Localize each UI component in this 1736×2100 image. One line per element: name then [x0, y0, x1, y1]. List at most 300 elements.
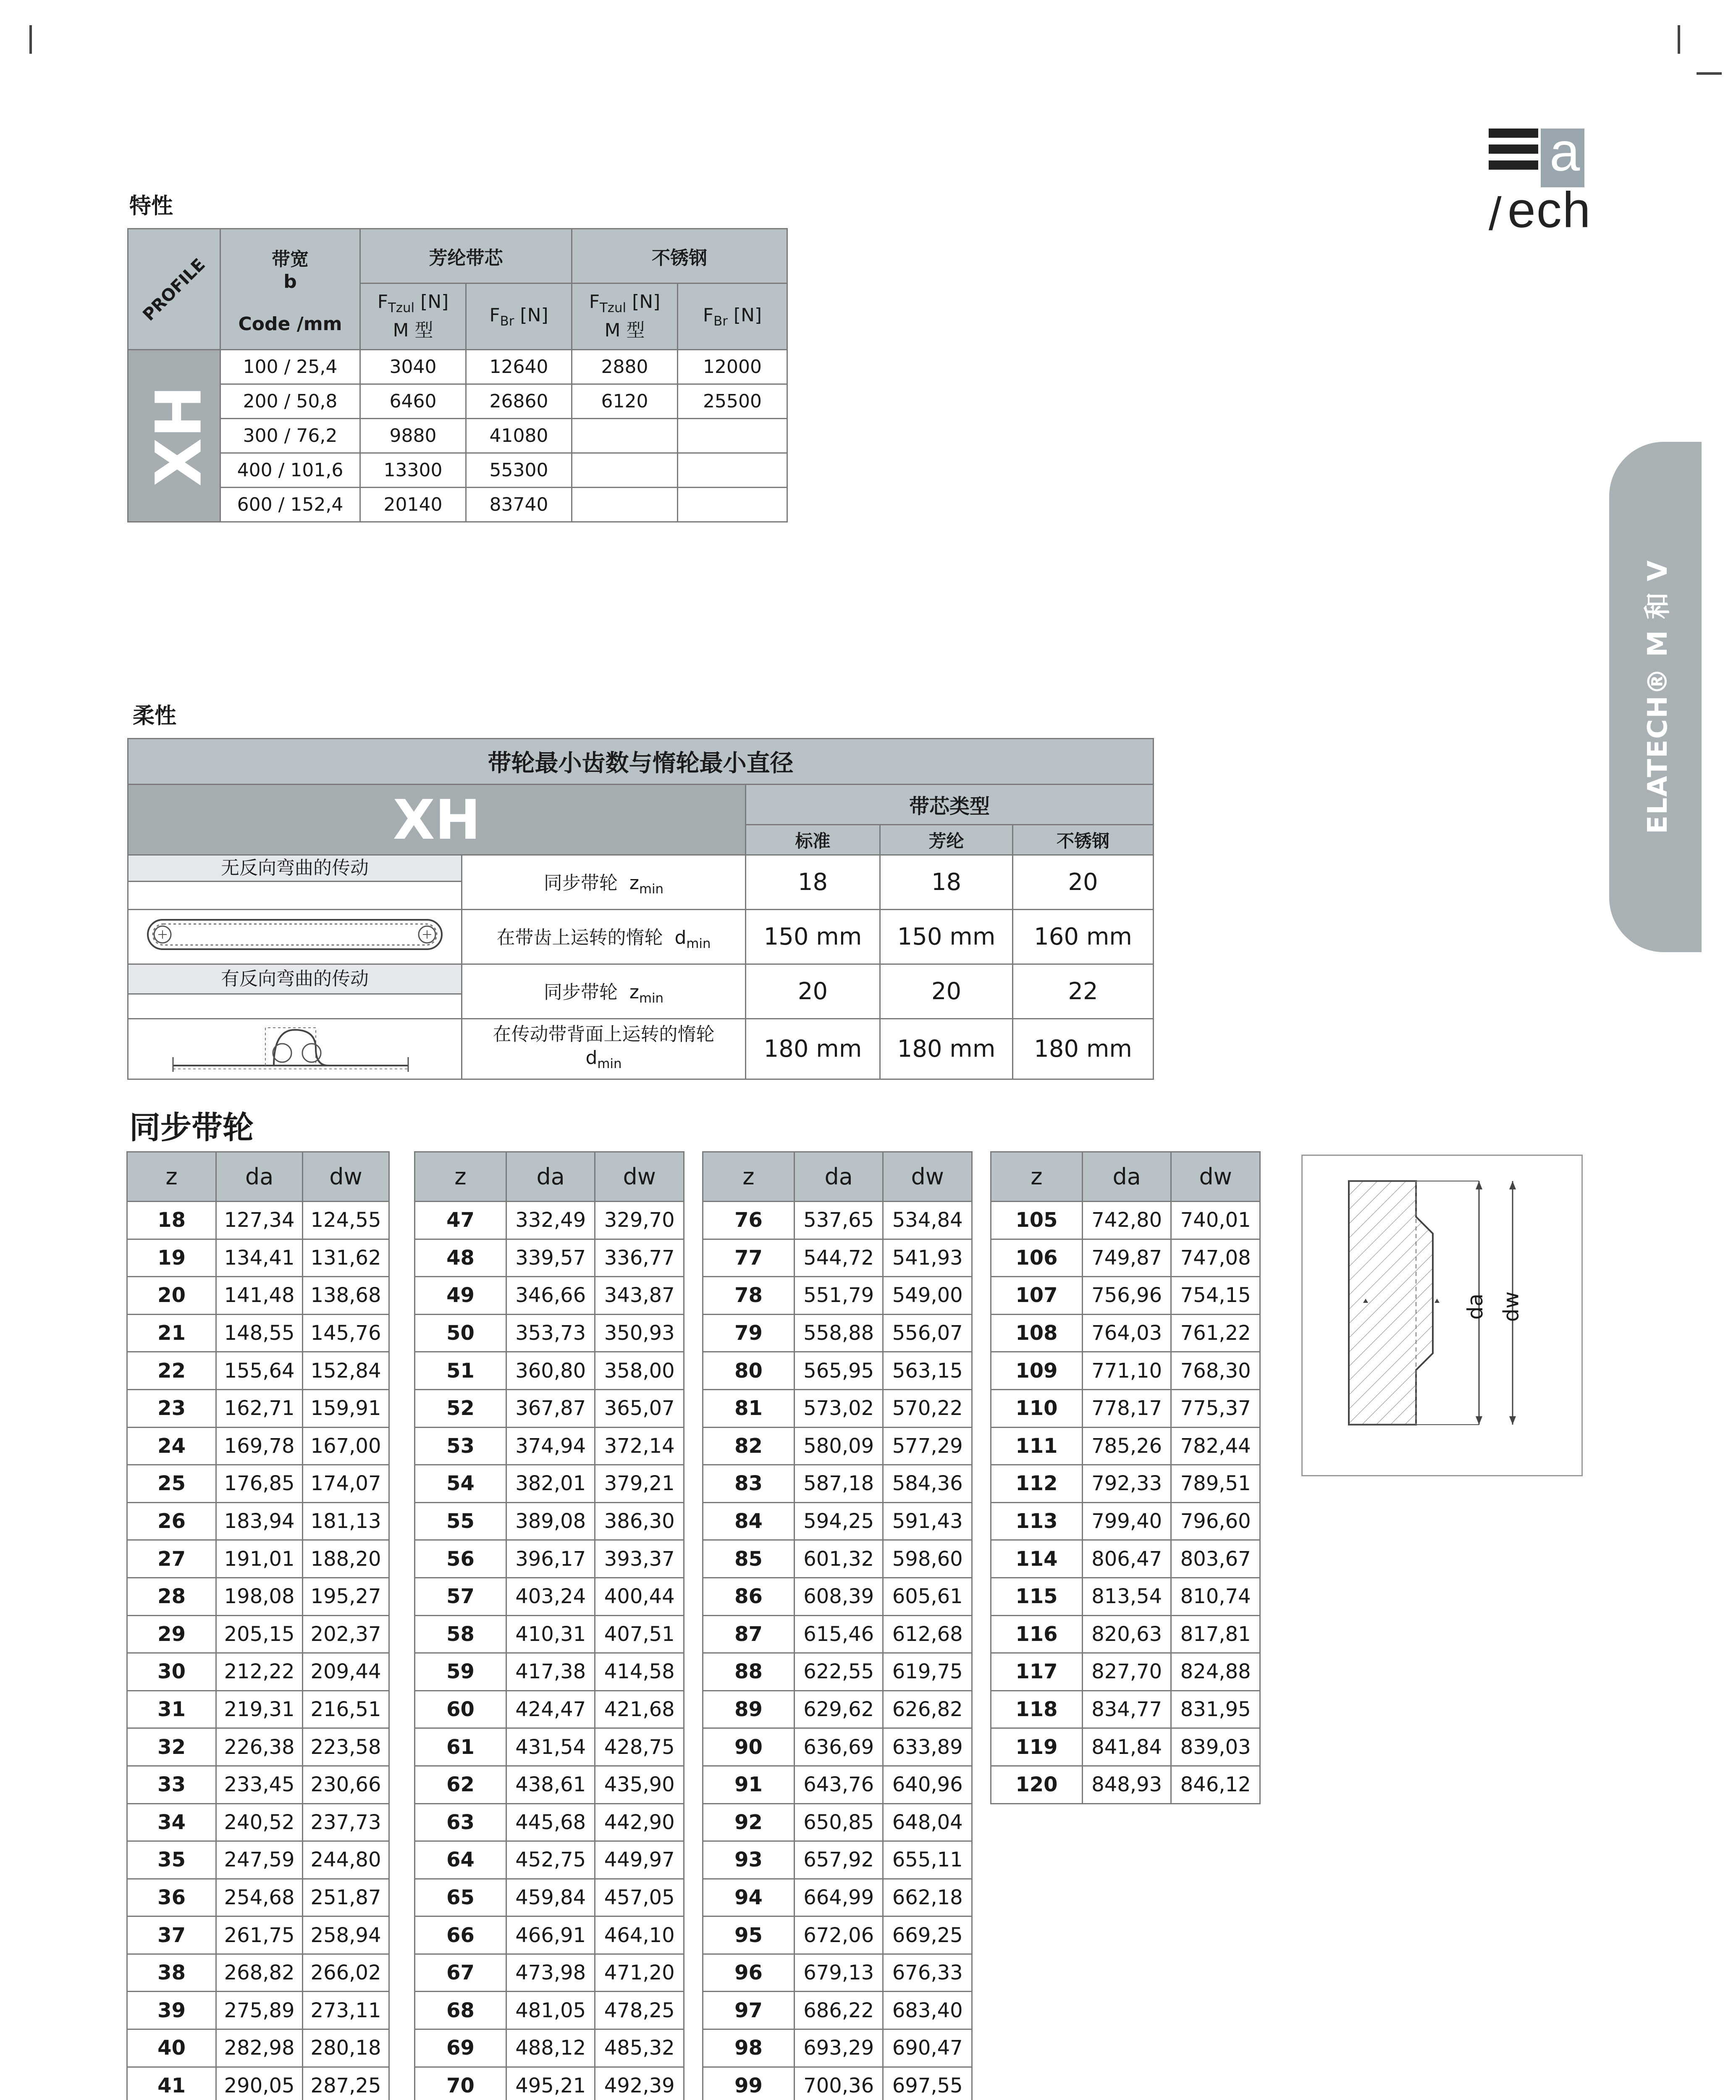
- profile-name: XH: [142, 385, 216, 487]
- outside-diameter: 629,62: [794, 1690, 883, 1728]
- table-row: [127, 1916, 389, 1954]
- tooth-count: 60: [415, 1690, 506, 1728]
- profile-label: PROFILE: [139, 255, 209, 325]
- outside-diameter: 700,36: [794, 2067, 883, 2100]
- row2-label-cell: [462, 910, 746, 964]
- tooth-count: 53: [415, 1427, 506, 1465]
- row2-sub: min: [686, 936, 711, 951]
- pitch-diameter: 251,87: [303, 1879, 389, 1916]
- table-cell: 150 mm: [746, 910, 880, 964]
- row2-sym: d: [674, 927, 687, 949]
- outside-diameter: 481,05: [506, 1992, 595, 2029]
- outside-diameter: 290,05: [216, 2067, 303, 2100]
- logo-slash: /: [1489, 188, 1502, 240]
- pitch-diameter: 754,15: [1171, 1277, 1260, 1315]
- outside-diameter: 827,70: [1082, 1653, 1171, 1691]
- tooth-count: 85: [703, 1540, 795, 1578]
- tooth-count: 62: [415, 1766, 506, 1803]
- pitch-diameter: 421,68: [595, 1690, 684, 1728]
- outside-diameter: 742,80: [1082, 1202, 1171, 1239]
- tooth-count: 107: [991, 1277, 1083, 1315]
- table-row: [703, 1314, 972, 1352]
- table-row: [127, 1427, 389, 1465]
- pitch-diameter: 605,61: [883, 1578, 972, 1615]
- pulley-header-row: [415, 1152, 684, 1202]
- width-symbol: b: [283, 270, 297, 292]
- tooth-count: 35: [127, 1841, 216, 1879]
- tooth-count: 106: [991, 1239, 1083, 1277]
- row1-label-cell: [462, 855, 746, 910]
- table-row: [703, 1540, 972, 1578]
- table-row: [127, 1803, 389, 1841]
- tooth-count: 86: [703, 1578, 795, 1615]
- table-row: [991, 1314, 1260, 1352]
- ftzul-type: M 型: [393, 320, 433, 341]
- pitch-diameter: 831,95: [1171, 1690, 1260, 1728]
- pitch-diameter: 131,62: [303, 1239, 389, 1277]
- tooth-count: 70: [415, 2067, 506, 2100]
- outside-diameter: 756,96: [1082, 1277, 1171, 1315]
- outside-diameter: 134,41: [216, 1239, 303, 1277]
- ftzul-sub: Tzul: [600, 300, 627, 315]
- pitch-diameter: 167,00: [303, 1427, 389, 1465]
- pitch-diameter: 202,37: [303, 1615, 389, 1653]
- pulley-header-da: da: [794, 1152, 883, 1202]
- tooth-count: 30: [127, 1653, 216, 1691]
- tooth-count: 89: [703, 1690, 795, 1728]
- pitch-diameter: 782,44: [1171, 1427, 1260, 1465]
- tooth-count: 81: [703, 1389, 795, 1427]
- table-row: [703, 1389, 972, 1427]
- table-cell: 20: [880, 964, 1013, 1019]
- table-row: [127, 1690, 389, 1728]
- pitch-diameter: 379,21: [595, 1465, 684, 1503]
- outside-diameter: 169,78: [216, 1427, 303, 1465]
- table-row: [991, 1728, 1260, 1766]
- pitch-diameter: 393,37: [595, 1540, 684, 1578]
- pulley-table: [702, 1151, 973, 2100]
- drive-without-reverse-bending-diagram: [131, 911, 459, 958]
- table-row: [703, 1239, 972, 1277]
- pitch-diameter: 492,39: [595, 2067, 684, 2100]
- table-row: [415, 1766, 684, 1803]
- pitch-diameter: 124,55: [303, 1202, 389, 1239]
- table-row: [415, 1992, 684, 2029]
- row3-label-cell: [462, 964, 746, 1019]
- tooth-count: 68: [415, 1992, 506, 2029]
- row1-label: 同步带轮: [543, 872, 618, 894]
- table-cell: [572, 453, 678, 488]
- table-row: [703, 1954, 972, 1992]
- table-row: [991, 1352, 1260, 1390]
- drive1-diagram-cell: [128, 910, 462, 964]
- tooth-count: 38: [127, 1954, 216, 1992]
- pitch-diameter: 266,02: [303, 1954, 389, 1992]
- outside-diameter: 332,49: [506, 1202, 595, 1239]
- drive-with-reverse-bending-diagram: [131, 1019, 459, 1074]
- tooth-count: 97: [703, 1992, 795, 2029]
- row1-sub: min: [639, 881, 664, 897]
- table-row: [703, 1465, 972, 1503]
- tooth-count: 49: [415, 1277, 506, 1315]
- outside-diameter: 367,87: [506, 1389, 595, 1427]
- outside-diameter: 339,57: [506, 1239, 595, 1277]
- table-row: [703, 1202, 972, 1239]
- table-cell: 12000: [678, 350, 787, 384]
- outside-diameter: 212,22: [216, 1653, 303, 1691]
- pitch-diameter: 655,11: [883, 1841, 972, 1879]
- tooth-count: 47: [415, 1202, 506, 1239]
- tooth-count: 78: [703, 1277, 795, 1315]
- outside-diameter: 558,88: [794, 1314, 883, 1352]
- tooth-count: 22: [127, 1352, 216, 1390]
- table-cell: 100 / 25,4: [220, 350, 360, 384]
- row4-label-cell: [462, 1019, 746, 1079]
- table-row: [415, 1352, 684, 1390]
- fbr-sub: Br: [500, 313, 514, 329]
- table-row: [127, 2029, 389, 2067]
- table-cell: 18: [880, 855, 1013, 910]
- tooth-count: 51: [415, 1352, 506, 1390]
- pitch-diameter: 549,00: [883, 1277, 972, 1315]
- pulley-cross-section-diagram: [1303, 1156, 1581, 1475]
- table-row: [703, 1427, 972, 1465]
- table-cell: 600 / 152,4: [220, 488, 360, 522]
- tooth-count: 94: [703, 1879, 795, 1916]
- tooth-count: 66: [415, 1916, 506, 1954]
- row3-sub: min: [639, 990, 664, 1006]
- pitch-diameter: 407,51: [595, 1615, 684, 1653]
- outside-diameter: 198,08: [216, 1578, 303, 1615]
- table-cell: 20140: [360, 488, 466, 522]
- table-row: [703, 1578, 972, 1615]
- logo-letter-a: a: [1550, 121, 1580, 182]
- table-row: [991, 1502, 1260, 1540]
- tooth-count: 67: [415, 1954, 506, 1992]
- pulley-header-dw: dw: [303, 1152, 389, 1202]
- outside-diameter: 806,47: [1082, 1540, 1171, 1578]
- table-cell: [678, 453, 787, 488]
- pitch-diameter: 449,97: [595, 1841, 684, 1879]
- table-cell: 9880: [360, 419, 466, 453]
- pulley-header-z: z: [703, 1152, 795, 1202]
- table-row: [127, 1389, 389, 1427]
- pulley-header-z: z: [991, 1152, 1083, 1202]
- table-cell: 13300: [360, 453, 466, 488]
- pitch-diameter: 174,07: [303, 1465, 389, 1503]
- fbr-f: F: [703, 304, 714, 326]
- pulley-header-da: da: [216, 1152, 303, 1202]
- pitch-diameter: 464,10: [595, 1916, 684, 1954]
- pitch-diameter: 556,07: [883, 1314, 972, 1352]
- table-row: [415, 1314, 684, 1352]
- table-row: [991, 1615, 1260, 1653]
- pitch-diameter: 329,70: [595, 1202, 684, 1239]
- pitch-diameter: 747,08: [1171, 1239, 1260, 1277]
- pitch-diameter: 442,90: [595, 1803, 684, 1841]
- pitch-diameter: 619,75: [883, 1653, 972, 1691]
- table-row: [991, 1277, 1260, 1315]
- tooth-count: 108: [991, 1314, 1083, 1352]
- section-title-pulleys: 同步带轮: [129, 1110, 254, 1146]
- row4-sym: d: [585, 1047, 598, 1068]
- tooth-count: 25: [127, 1465, 216, 1503]
- core-type-header: 带芯类型: [746, 785, 1154, 825]
- fbr-sub: Br: [713, 313, 728, 329]
- pitch-diameter: 414,58: [595, 1653, 684, 1691]
- table-cell: [678, 488, 787, 522]
- table-row: [703, 2029, 972, 2067]
- pitch-diameter: 541,93: [883, 1239, 972, 1277]
- outside-diameter: 664,99: [794, 1879, 883, 1916]
- outside-diameter: 459,84: [506, 1879, 595, 1916]
- ftzul-type: M 型: [604, 320, 645, 341]
- table-row: [415, 1427, 684, 1465]
- table-row: [127, 1239, 389, 1277]
- pitch-diameter: 485,32: [595, 2029, 684, 2067]
- tooth-count: 23: [127, 1389, 216, 1427]
- table-row: [703, 1841, 972, 1879]
- tooth-count: 69: [415, 2029, 506, 2067]
- table-row: [991, 1690, 1260, 1728]
- outside-diameter: 565,95: [794, 1352, 883, 1390]
- ftzul-f: F: [589, 291, 600, 312]
- table-row: [415, 1916, 684, 1954]
- pitch-diameter: 584,36: [883, 1465, 972, 1503]
- tooth-count: 88: [703, 1653, 795, 1691]
- table-cell: 3040: [360, 350, 466, 384]
- table-cell: 160 mm: [1013, 910, 1154, 964]
- tooth-count: 27: [127, 1540, 216, 1578]
- table-row: [415, 1954, 684, 1992]
- table-cell: 6460: [360, 384, 466, 419]
- steel-group-header: 不锈钢: [572, 229, 787, 284]
- tooth-count: 83: [703, 1465, 795, 1503]
- tooth-count: 61: [415, 1728, 506, 1766]
- table-row: [415, 1841, 684, 1879]
- tooth-count: 21: [127, 1314, 216, 1352]
- table-row: [127, 1465, 389, 1503]
- pitch-diameter: 697,55: [883, 2067, 972, 2100]
- table-row: [415, 1540, 684, 1578]
- table-row: [415, 2067, 684, 2100]
- pitch-diameter: 683,40: [883, 1992, 972, 2029]
- tooth-count: 26: [127, 1502, 216, 1540]
- pitch-diameter: 400,44: [595, 1578, 684, 1615]
- outside-diameter: 445,68: [506, 1803, 595, 1841]
- tooth-count: 41: [127, 2067, 216, 2100]
- outside-diameter: 636,69: [794, 1728, 883, 1766]
- table-row: [991, 1389, 1260, 1427]
- outside-diameter: 813,54: [1082, 1578, 1171, 1615]
- outside-diameter: 650,85: [794, 1803, 883, 1841]
- pulley-header-row: [703, 1152, 972, 1202]
- crop-mark: [1678, 25, 1680, 54]
- tooth-count: 48: [415, 1239, 506, 1277]
- col-standard: 标准: [746, 825, 880, 855]
- profile-cell: [128, 350, 220, 522]
- width-header: [220, 229, 360, 350]
- outside-diameter: 587,18: [794, 1465, 883, 1503]
- table-row: [415, 1502, 684, 1540]
- table-row: [127, 1502, 389, 1540]
- table-row: [415, 1615, 684, 1653]
- outside-diameter: 275,89: [216, 1992, 303, 2029]
- table-row: [127, 1615, 389, 1653]
- pitch-diameter: 471,20: [595, 1954, 684, 1992]
- outside-diameter: 820,63: [1082, 1615, 1171, 1653]
- row4-label: 在传动带背面上运转的惰轮: [493, 1023, 715, 1045]
- tooth-count: 112: [991, 1465, 1083, 1503]
- pitch-diameter: 669,25: [883, 1916, 972, 1954]
- table-row: [991, 1653, 1260, 1691]
- pitch-diameter: 195,27: [303, 1578, 389, 1615]
- pulley-header-row: [991, 1152, 1260, 1202]
- section-title-characteristics: 特性: [129, 194, 173, 219]
- table-row: [127, 1653, 389, 1691]
- outside-diameter: 643,76: [794, 1766, 883, 1803]
- pitch-diameter: 803,67: [1171, 1540, 1260, 1578]
- logo-bars: [1489, 129, 1538, 187]
- tooth-count: 93: [703, 1841, 795, 1879]
- characteristics-table: [127, 228, 788, 522]
- tooth-count: 50: [415, 1314, 506, 1352]
- table-row: [415, 1653, 684, 1691]
- pulley-header-row: [127, 1152, 389, 1202]
- tooth-count: 95: [703, 1916, 795, 1954]
- table-cell: [678, 419, 787, 453]
- outside-diameter: 473,98: [506, 1954, 595, 1992]
- table-row: [127, 1540, 389, 1578]
- table-cell: 18: [746, 855, 880, 910]
- outside-diameter: 544,72: [794, 1239, 883, 1277]
- table-cell: 180 mm: [746, 1019, 880, 1079]
- outside-diameter: 452,75: [506, 1841, 595, 1879]
- tooth-count: 76: [703, 1202, 795, 1239]
- table-row: [703, 1879, 972, 1916]
- tooth-count: 120: [991, 1766, 1083, 1803]
- tooth-count: 63: [415, 1803, 506, 1841]
- diagram-label-dw: dw: [1499, 1291, 1524, 1322]
- outside-diameter: 778,17: [1082, 1389, 1171, 1427]
- table-cell: 41080: [466, 419, 572, 453]
- pitch-diameter: 478,25: [595, 1992, 684, 2029]
- pulley-header-da: da: [1082, 1152, 1171, 1202]
- tooth-count: 57: [415, 1578, 506, 1615]
- table-row: [991, 1540, 1260, 1578]
- pitch-diameter: 789,51: [1171, 1465, 1260, 1503]
- outside-diameter: 841,84: [1082, 1728, 1171, 1766]
- fbr-header-steel: [678, 284, 787, 350]
- row1-sym: z: [629, 872, 639, 894]
- table-cell: 300 / 76,2: [220, 419, 360, 453]
- table-cell: 20: [746, 964, 880, 1019]
- pitch-diameter: 598,60: [883, 1540, 972, 1578]
- table-row: [415, 1202, 684, 1239]
- ftzul-unit: [N]: [420, 291, 449, 312]
- table-row: [703, 1352, 972, 1390]
- profile-header: [128, 229, 220, 350]
- outside-diameter: 657,92: [794, 1841, 883, 1879]
- outside-diameter: 382,01: [506, 1465, 595, 1503]
- tooth-count: 24: [127, 1427, 216, 1465]
- outside-diameter: 573,02: [794, 1389, 883, 1427]
- outside-diameter: 176,85: [216, 1465, 303, 1503]
- outside-diameter: 127,34: [216, 1202, 303, 1239]
- pitch-diameter: 591,43: [883, 1502, 972, 1540]
- tooth-count: 59: [415, 1653, 506, 1691]
- table-cell: 22: [1013, 964, 1154, 1019]
- tooth-count: 64: [415, 1841, 506, 1879]
- table-row: [991, 1239, 1260, 1277]
- table-row: [703, 1803, 972, 1841]
- pitch-diameter: 216,51: [303, 1690, 389, 1728]
- fbr-header-aramid: [466, 284, 572, 350]
- pitch-diameter: 258,94: [303, 1916, 389, 1954]
- outside-diameter: 191,01: [216, 1540, 303, 1578]
- table-cell: 180 mm: [1013, 1019, 1154, 1079]
- outside-diameter: 580,09: [794, 1427, 883, 1465]
- pitch-diameter: 230,66: [303, 1766, 389, 1803]
- tooth-count: 40: [127, 2029, 216, 2067]
- tooth-count: 55: [415, 1502, 506, 1540]
- tooth-count: 91: [703, 1766, 795, 1803]
- outside-diameter: 205,15: [216, 1615, 303, 1653]
- tooth-count: 115: [991, 1578, 1083, 1615]
- tooth-count: 110: [991, 1389, 1083, 1427]
- side-tab-label: ELATECH® M 和 V: [1642, 559, 1673, 834]
- table-row: [991, 1578, 1260, 1615]
- outside-diameter: 240,52: [216, 1803, 303, 1841]
- pitch-diameter: 358,00: [595, 1352, 684, 1390]
- outside-diameter: 848,93: [1082, 1766, 1171, 1803]
- pulley-header-da: da: [506, 1152, 595, 1202]
- pitch-diameter: 640,96: [883, 1766, 972, 1803]
- pitch-diameter: 188,20: [303, 1540, 389, 1578]
- outside-diameter: 247,59: [216, 1841, 303, 1879]
- pitch-diameter: 428,75: [595, 1728, 684, 1766]
- tooth-count: 90: [703, 1728, 795, 1766]
- table-row: [703, 1653, 972, 1691]
- ftzul-header-steel: [572, 284, 678, 350]
- pulley-header-dw: dw: [1171, 1152, 1260, 1202]
- aramid-group-header: 芳纶带芯: [360, 229, 572, 284]
- tooth-count: 114: [991, 1540, 1083, 1578]
- outside-diameter: 764,03: [1082, 1314, 1171, 1352]
- crop-mark: [1697, 72, 1722, 75]
- pitch-diameter: 577,29: [883, 1427, 972, 1465]
- table-row: [127, 1202, 389, 1239]
- pulley-table: [990, 1151, 1261, 1804]
- table-row: [415, 1879, 684, 1916]
- table-row: [703, 1502, 972, 1540]
- tooth-count: 119: [991, 1728, 1083, 1766]
- outside-diameter: 219,31: [216, 1690, 303, 1728]
- outside-diameter: 686,22: [794, 1992, 883, 2029]
- outside-diameter: 792,33: [1082, 1465, 1171, 1503]
- pitch-diameter: 181,13: [303, 1502, 389, 1540]
- outside-diameter: 431,54: [506, 1728, 595, 1766]
- outside-diameter: 254,68: [216, 1879, 303, 1916]
- table-row: [415, 1239, 684, 1277]
- pitch-diameter: 570,22: [883, 1389, 972, 1427]
- table-cell: 25500: [678, 384, 787, 419]
- outside-diameter: 389,08: [506, 1502, 595, 1540]
- pitch-diameter: 386,30: [595, 1502, 684, 1540]
- outside-diameter: 141,48: [216, 1277, 303, 1315]
- outside-diameter: 679,13: [794, 1954, 883, 1992]
- pitch-diameter: 761,22: [1171, 1314, 1260, 1352]
